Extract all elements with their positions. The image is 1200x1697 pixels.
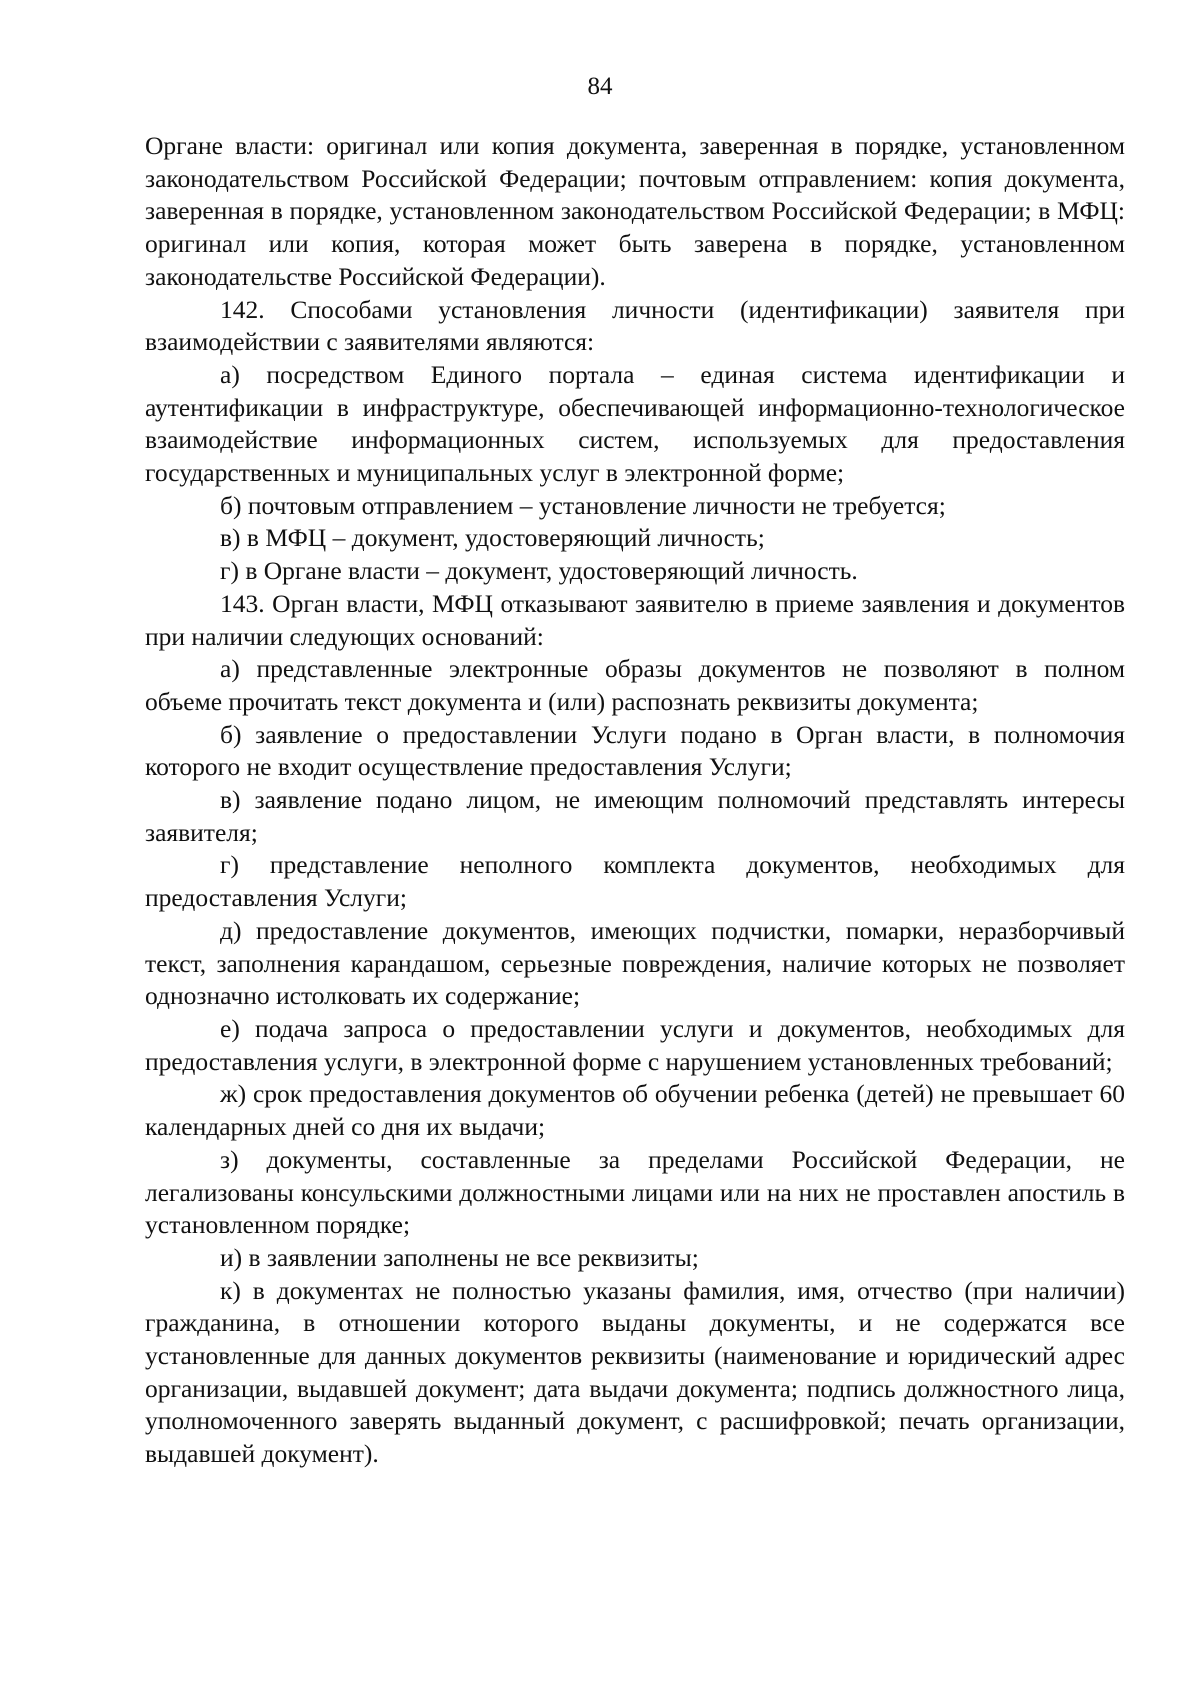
- list-item-143-zh: ж) срок предоставления документов об обучении ребенка (детей) не превышает 60 календарных дней со дня их выдачи;: [145, 1079, 1125, 1142]
- paragraph-143: 143. Орган власти, МФЦ отказывают заявителю в приеме заявления и документов при наличии следующих оснований:: [145, 588, 1125, 651]
- paragraph-continuation: Органе власти: оригинал или копия документа, заверенная в порядке, установленном законодательством Российской Федерации; почтовым отправлением: копия документа, заверенная в порядке, установленном законодательством Российской Федерации; в МФЦ: оригинал или копия, которая может быть заверена в порядке, установленном законодательстве Российской Федерации).: [145, 131, 1125, 291]
- list-item-143-g: г) представление неполного комплекта документов, необходимых для предоставления Услуги;: [145, 850, 1125, 913]
- list-item-142-a: а) посредством Единого портала – единая система идентификации и аутентификации в инфраструктуре, обеспечивающей информационно-технологическое взаимодействие информационных систем, используемых для предоставления государственных и муниципальных услуг в электронной форме;: [145, 359, 1125, 488]
- list-item-143-d: д) предоставление документов, имеющих подчистки, помарки, неразборчивый текст, заполнения карандашом, серьезные повреждения, наличие которых не позволяет однозначно истолковать их содержание;: [145, 915, 1125, 1011]
- list-item-143-k: к) в документах не полностью указаны фамилия, имя, отчество (при наличии) гражданина, в отношении которого выданы документы, и не содержатся все установленные для данных документов реквизиты (наименование и юридический адрес организации, выдавшей документ; дата выдачи документа; подпись должностного лица, уполномоченного заверять выданный документ, с расшифровкой; печать организации, выдавшей документ).: [145, 1275, 1125, 1469]
- list-item-142-b: б) почтовым отправлением – установление личности не требуется;: [220, 490, 946, 520]
- list-item-142-v: в) в МФЦ – документ, удостоверяющий личность;: [220, 523, 765, 553]
- list-item-143-a: а) представленные электронные образы документов не позволяют в полном объеме прочитать текст документа и (или) распознать реквизиты документа;: [145, 654, 1125, 716]
- list-item-143-z: з) документы, составленные за пределами Российской Федерации, не легализованы консульскими должностными лицами или на них не проставлен апостиль в установленном порядке;: [145, 1144, 1125, 1240]
- list-item-143-b: б) заявление о предоставлении Услуги подано в Орган власти, в полномочия которого не входит осуществление предоставления Услуги;: [145, 719, 1125, 782]
- list-item-143-v: в) заявление подано лицом, не имеющим полномочий представлять интересы заявителя;: [145, 785, 1125, 847]
- page-number: 84: [587, 73, 613, 100]
- list-item-143-i: и) в заявлении заполнены не все реквизиты;: [220, 1242, 699, 1272]
- list-item-142-g: г) в Органе власти – документ, удостоверяющий личность.: [220, 556, 858, 586]
- paragraph-142: 142. Способами установления личности (идентификации) заявителя при взаимодействии с заявителями являются:: [145, 294, 1125, 357]
- list-item-143-e: е) подача запроса о предоставлении услуги и документов, необходимых для предоставления услуги, в электронной форме с нарушением установленных требований;: [145, 1013, 1125, 1076]
- document-body: [145, 130, 1125, 1471]
